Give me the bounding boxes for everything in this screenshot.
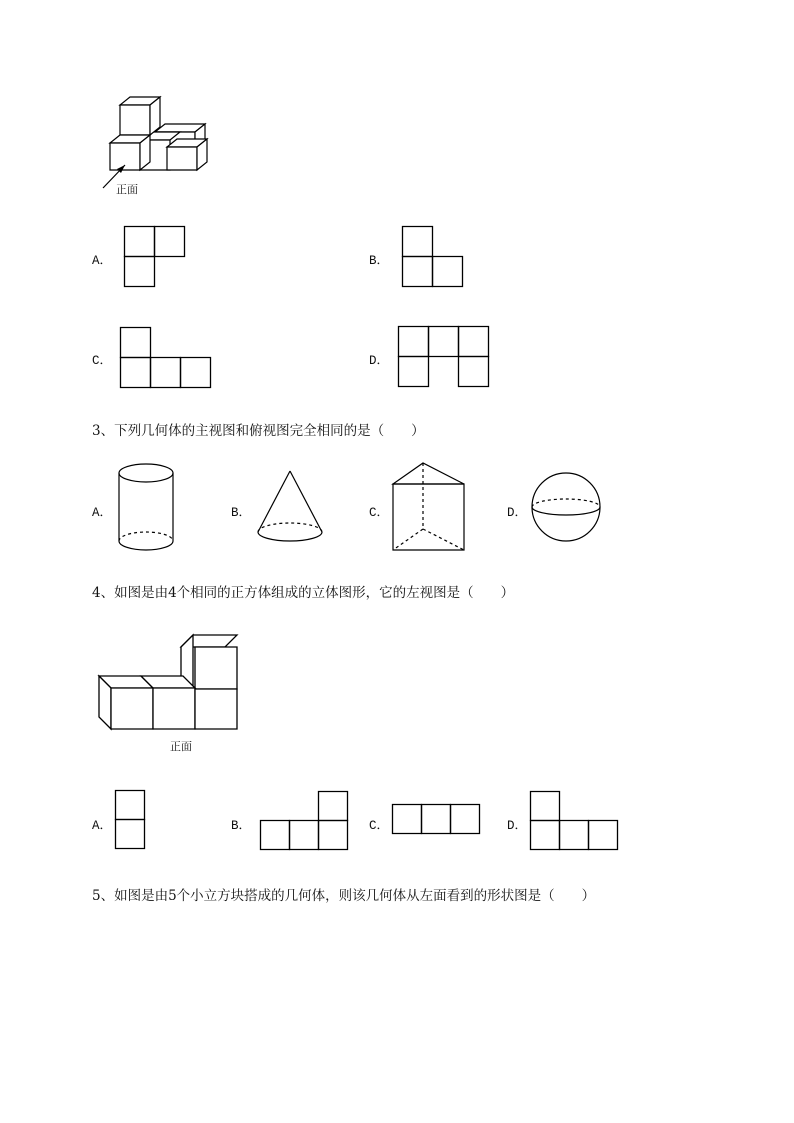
cylinder-icon <box>117 463 175 553</box>
option-c-grid-icon <box>120 327 213 389</box>
four-cube-figure <box>97 633 239 731</box>
option-a-grid-icon <box>115 790 147 851</box>
option-label: B． <box>231 506 252 520</box>
option-label: D． <box>369 354 390 368</box>
option-label: D． <box>507 506 528 520</box>
question-3-text: 3、下列几何体的主视图和俯视图完全相同的是（ ） <box>92 423 425 439</box>
option-c-grid-icon <box>392 804 482 836</box>
option-label: A． <box>92 819 113 833</box>
option-a-grid-icon <box>124 226 186 288</box>
option-label: C． <box>92 354 113 368</box>
option-label: A． <box>92 506 113 520</box>
option-d-grid-icon <box>398 326 491 388</box>
option-b-grid-icon <box>402 226 464 288</box>
option-d-grid-icon <box>530 791 620 852</box>
option-b-grid-icon <box>260 791 350 852</box>
option-label: D． <box>507 819 528 833</box>
cube-stack-figure <box>95 95 225 175</box>
triangular-prism-icon <box>392 461 466 553</box>
option-label: B． <box>369 254 390 268</box>
question-4-text: 4、如图是由4个相同的正方体组成的立体图形，它的左视图是（ ） <box>92 585 515 601</box>
option-label: C． <box>369 506 390 520</box>
option-label: B． <box>231 819 252 833</box>
option-label: C． <box>369 819 390 833</box>
cone-icon <box>256 469 324 545</box>
option-label: A． <box>92 254 113 268</box>
figure-caption: 正面 <box>116 183 138 196</box>
sphere-icon <box>531 472 603 544</box>
figure-caption: 正面 <box>170 740 192 753</box>
question-5-text: 5、如图是由5个小立方块搭成的几何体，则该几何体从左面看到的形状图是（ ） <box>92 888 596 904</box>
